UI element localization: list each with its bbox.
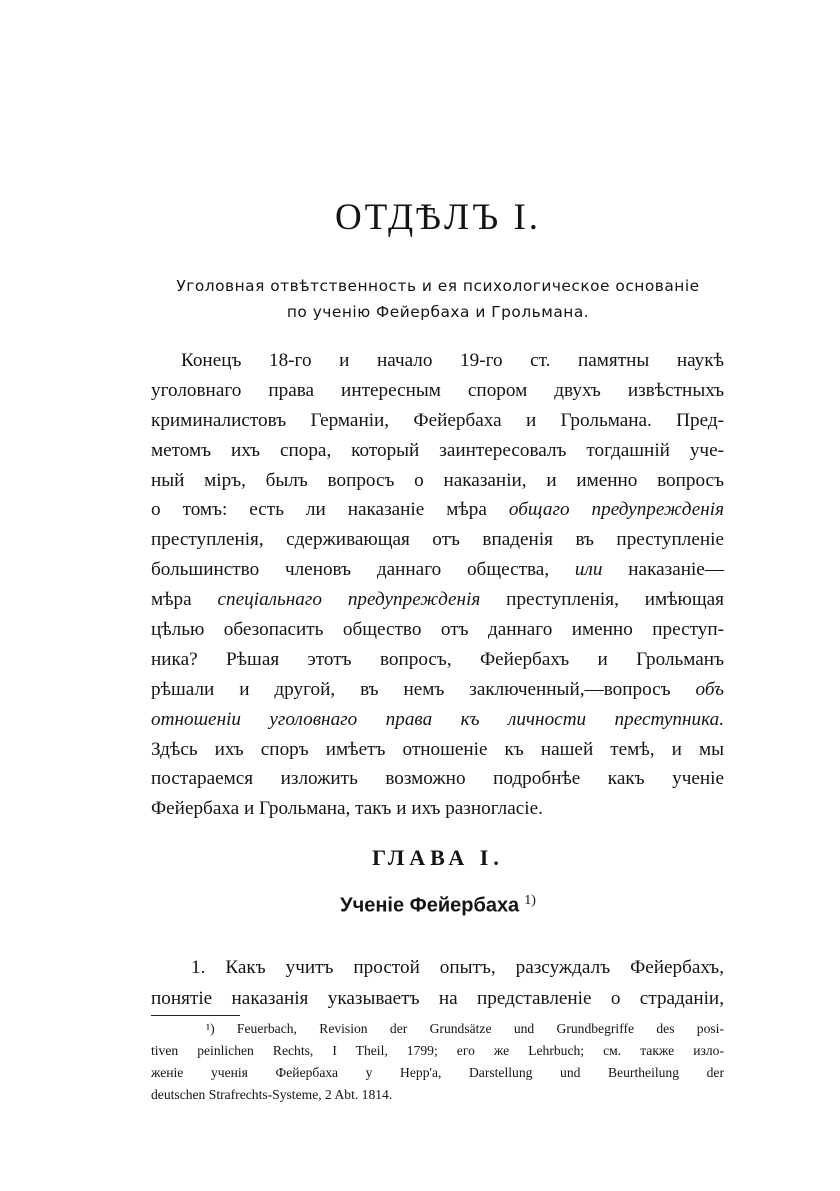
text-segment: ный міръ, былъ вопросъ о наказаніи, и именно вопросъ [151, 469, 724, 491]
italic-text: объ [695, 678, 724, 700]
text-segment: цѣлью обезопасить общество отъ даннаго именно преступ- [151, 619, 724, 641]
text-line [151, 376, 724, 406]
text-line [151, 615, 724, 645]
text-segment: ника? Рѣшая этотъ вопросъ, Фейербахъ и Грольманъ [151, 648, 724, 670]
paragraph-introduction [151, 346, 724, 824]
footnote [151, 1018, 724, 1106]
text-segment: преступленія, имѣющая [480, 589, 724, 611]
footnote-line: ¹) Feuerbach, Revision der Grundsätze und Grundbegriffe des posi- [206, 1021, 724, 1036]
text-segment: Фейербаха и Грольмана, такъ и ихъ разногласіе. [151, 798, 543, 820]
text-segment: рѣшали и другой, въ немъ заключенный,—вопросъ [151, 678, 696, 700]
text-segment: мѣра [151, 589, 218, 611]
text-line: понятіе наказанія указываетъ на представленіе о страданіи, [151, 988, 724, 1009]
text-segment: Здѣсь ихъ споръ имѣетъ отношеніе къ нашей темѣ, и мы [151, 738, 724, 760]
text-line [151, 406, 724, 436]
chapter-subtitle-text: Ученіе Фейербаха [340, 894, 520, 917]
chapter-title: ГЛАВА I. [372, 845, 504, 870]
text-line [151, 705, 724, 735]
text-line [151, 675, 724, 705]
text-line [151, 735, 724, 765]
text-line [151, 764, 724, 794]
text-segment: постараемся изложить возможно подробнѣе какъ ученіе [151, 768, 724, 790]
text-segment: наказаніе— [602, 559, 725, 581]
footnote-divider [151, 1015, 240, 1016]
paragraph-feuerbach [151, 952, 724, 1014]
footnote-line: deutschen Strafrechts-Systeme, 2 Abt. 1814. [151, 1087, 393, 1102]
text-line [151, 525, 724, 555]
text-segment: уголовнаго права интересным спором двухъ извѣстныхъ [151, 379, 724, 401]
text-line: 1. Какъ учитъ простой опытъ, разсуждалъ Фейербахъ, [191, 957, 724, 978]
italic-text: или [574, 559, 603, 581]
text-line [151, 645, 724, 675]
text-line [151, 555, 724, 585]
chapter-subtitle [0, 893, 840, 918]
footnote-line: tiven peinlichen Rechts, I Theil, 1799; его же Lehrbuch; см. также изло- [151, 1043, 724, 1058]
text-segment: о томъ: есть ли наказаніе мѣра [151, 499, 509, 521]
text-segment: криминалистовъ Германіи, Фейербаха и Грольмана. Пред- [151, 409, 724, 431]
text-line [151, 436, 724, 466]
text-line [151, 495, 724, 525]
footnote-reference[interactable]: 1) [524, 893, 536, 908]
text-segment: метомъ ихъ спора, который заинтересовалъ тогдашній уче- [151, 439, 724, 461]
text-segment: большинство членовъ даннаго общества, [151, 559, 575, 581]
italic-text: спеціальнаго предупрежденія [217, 589, 481, 611]
text-segment: Конецъ 18-го и начало 19-го ст. памятны наукѣ [181, 350, 724, 371]
subtitle-line: Уголовная отвѣтственность и ея психологическое основаніе [176, 277, 700, 295]
italic-text: отношеніи уголовнаго права къ личности преступника. [151, 708, 724, 730]
text-line [151, 794, 724, 824]
italic-text: общаго предупрежденія [508, 499, 725, 521]
text-line [151, 585, 724, 615]
text-line [151, 346, 724, 376]
footnote-line: женіе ученія Фейербаха у Hepp'a, Darstellung und Beurtheilung der [151, 1065, 724, 1080]
section-title: ОТДѢЛЪ I. [334, 197, 542, 238]
text-line [151, 466, 724, 496]
section-subtitle [0, 273, 840, 325]
text-segment: преступленія, сдерживающая отъ впаденія въ преступленіе [151, 529, 724, 551]
subtitle-line: по ученію Фейербаха и Грольмана. [286, 303, 590, 321]
